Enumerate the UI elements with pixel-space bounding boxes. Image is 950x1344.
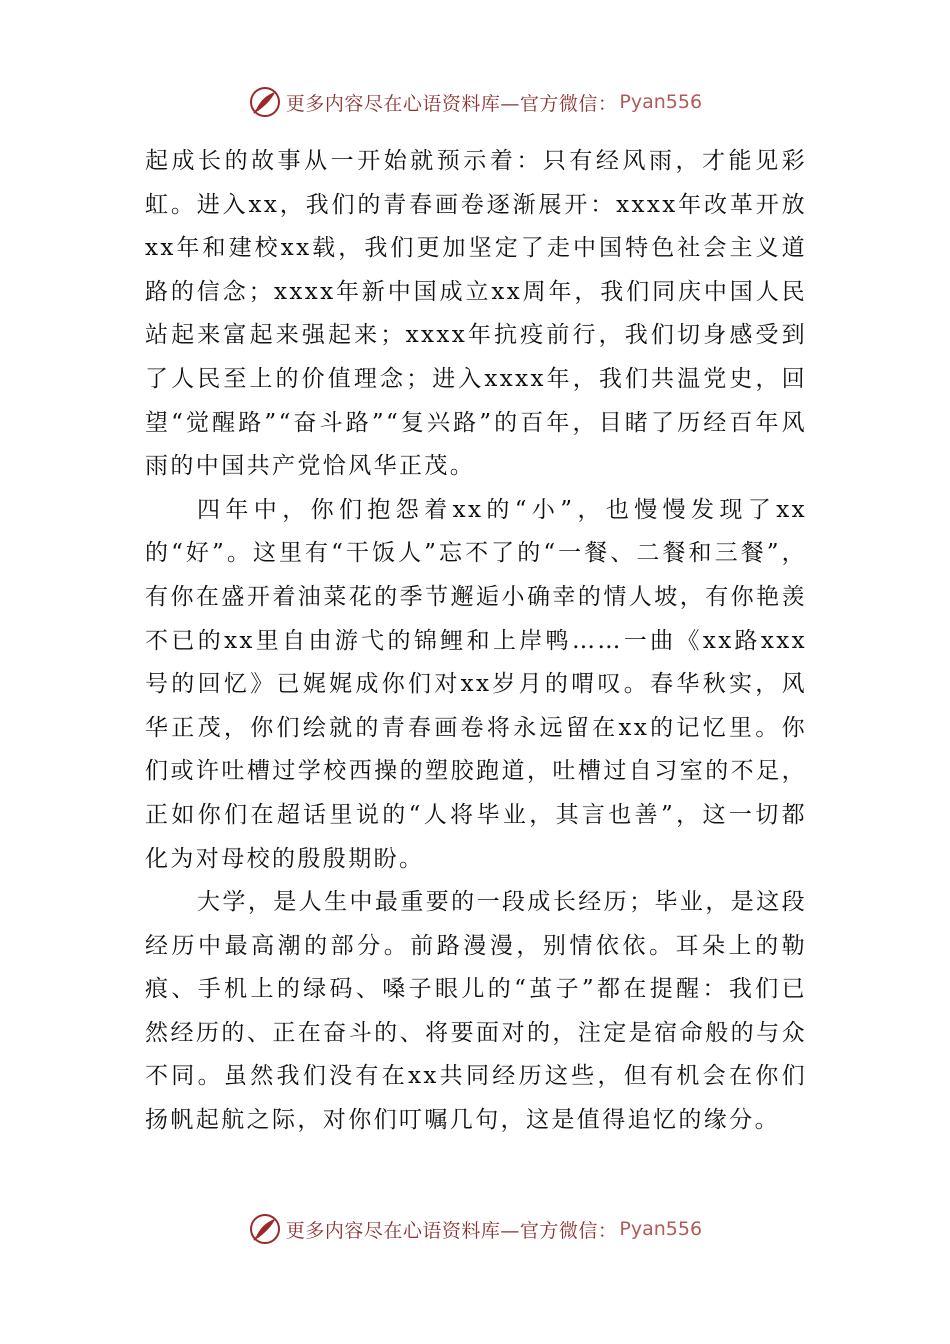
document-body bbox=[145, 140, 807, 1143]
paragraph-3: 大学，是人生中最重要的一段成长经历；毕业，是这段经历中最高潮的部分。前路漫漫，别情依依。耳朵上的勒痕、手机上的绿码、嗓子眼儿的“茧子”都在提醒：我们已然经历的、正在奋斗的、将要面对的，注定是宿命般的与众不同。虽然我们没有在xx共同经历这些，但有机会在你们扬帆起航之际，对你们叮嘱几句，这是值得追忆的缘分。 bbox=[145, 889, 807, 1134]
pen-logo-icon bbox=[248, 85, 282, 119]
paragraph-1: 起成长的故事从一开始就预示着：只有经风雨，才能见彩虹。进入xx，我们的青春画卷逐渐展开：xxxx年改革开放xx年和建校xx载，我们更加坚定了走中国特色社会主义道路的信念；xxxx年新中国成立xx周年，我们同庆中国人民站起来富起来强起来；xxxx年抗疫前行，我们切身感受到了人民至上的价值理念；进入xxxx年，我们共温党史，回望“觉醒路”“奋斗路”“复兴路”的百年，目睹了历经百年风雨的中国共产党恰风华正茂。 bbox=[145, 148, 807, 480]
watermark-wechat-id: Pyan556 bbox=[619, 91, 703, 113]
pen-logo-icon bbox=[248, 1212, 282, 1246]
watermark-wechat-id: Pyan556 bbox=[619, 1218, 703, 1240]
watermark-text: 更多内容尽在心语资料库—官方微信： bbox=[285, 1219, 618, 1242]
watermark-text: 更多内容尽在心语资料库—官方微信： bbox=[285, 92, 618, 115]
header-watermark bbox=[0, 82, 950, 122]
paragraph-2: 四年中，你们抱怨着xx的“小”，也慢慢发现了xx的“好”。这里有“干饭人”忘不了的“一餐、二餐和三餐”，有你在盛开着油菜花的季节邂逅小确幸的情人坡，有你艳羡不已的xx里自由游弋的锦鲤和上岸鸭……一曲《xx路xxx号的回忆》已娓娓成你们对xx岁月的喟叹。春华秋实，风华正茂，你们绘就的青春画卷将永远留在xx的记忆里。你们或许吐槽过学校西操的塑胶跑道，吐槽过自习室的不足，正如你们在超话里说的“人将毕业，其言也善”，这一切都化为对母校的殷殷期盼。 bbox=[145, 496, 807, 872]
footer-watermark bbox=[0, 1209, 950, 1249]
